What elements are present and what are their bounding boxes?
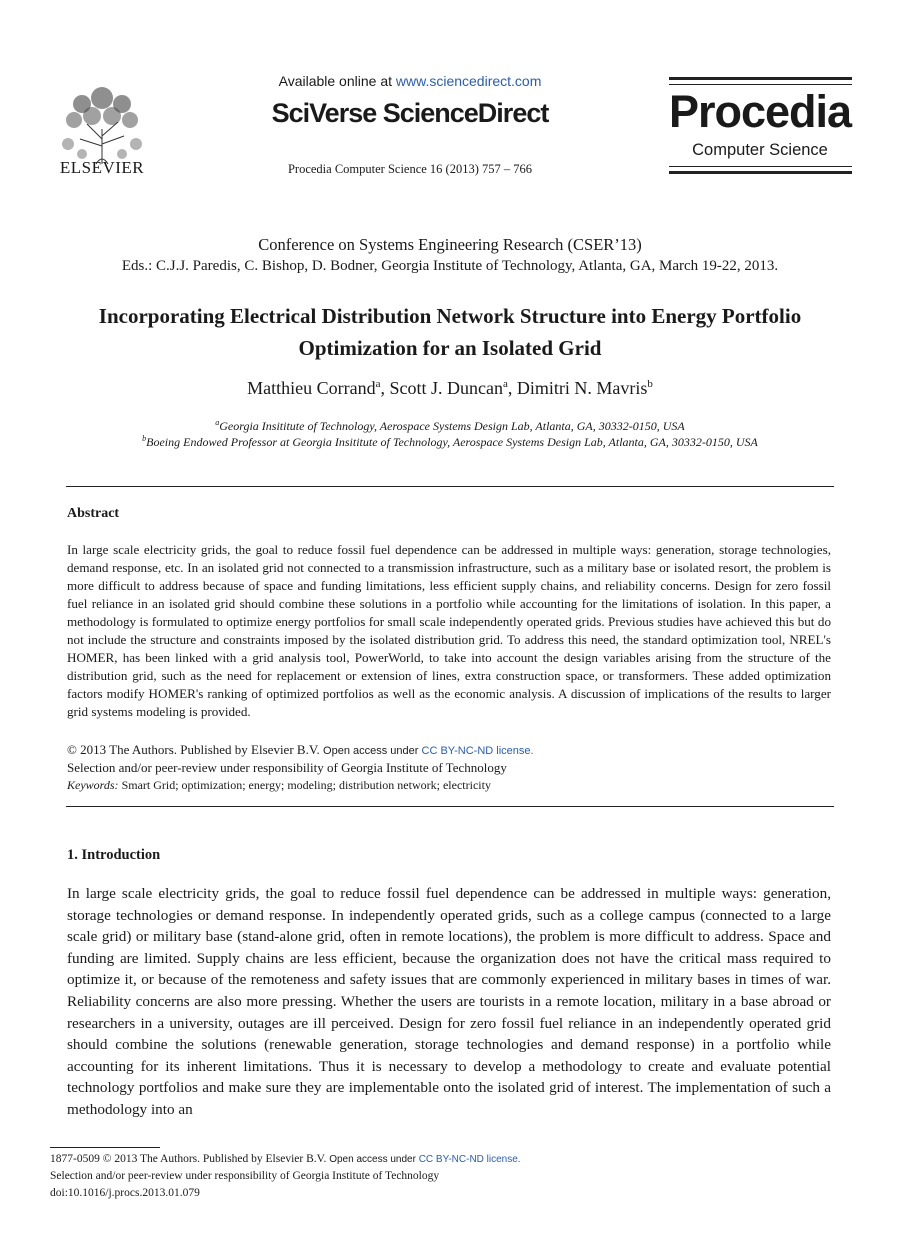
affiliation-a bbox=[0, 418, 900, 434]
elsevier-wordmark: ELSEVIER bbox=[59, 158, 145, 177]
procedia-logo-rule bbox=[669, 84, 852, 85]
introduction-body: In large scale electricity grids, the goal to reduce fossil fuel dependence can be addressed in multiple ways: generation, storage technologies or demand response. In independently operated grids, such as a college campus (connected to a large scale grid) or military base (stand-alone grid, often in remote locations), the problem is more difficult to address. Space and funding are limited. Supply chains are less efficient, because the organization does not have the critical mass required to optimize it, or because of the remoteness and safety issues that are commonly experienced in military bases in times of war. Reliability concerns are also more pressing. Whether the users are tourists in a remote location, military in a base abroad or researchers in a university, outages are ill perceived. Design for zero fossil fuel reliance in an independently operated grid should combine the solutions (renewable generation, storage technologies and demand response) in a portfolio while accounting for its inherent limitations. Thus it is necessary to develop a methodology to create and evaluate potential technology portfolios and make sure they are implementable onto the isolated grid of interest. The implementation of such a methodology into an bbox=[67, 885, 831, 1118]
author-name: Scott J. Duncan bbox=[389, 378, 503, 398]
license-link[interactable]: CC BY-NC-ND license. bbox=[421, 745, 534, 757]
abstract-body: In large scale electricity grids, the goal to reduce fossil fuel dependence can be addressed in multiple ways: generation, storage technologies, demand response, etc. In an isolated grid not connected to a transmission infrastructure, such as a military base or isolated resort, the problem is more difficult to address because of space and funding limitations, less efficient supply chains, and reliability concerns. Design for zero fossil fuel reliance in an isolated grid should combine these solutions in a portfolio while accounting for the limitations of isolation. In this paper, a methodology is formulated to optimize energy portfolios for small scale independently operated grids. Previous studies have achieved this but do not include the structure and constraints imposed by the isolated distribution grid. To address this need, the standard optimization tool, NREL's HOMER, has been linked with a grid analysis tool, PowerWorld, to take into account the design variables arising from the structure of the distribution grid, such as the need for replacement or extension of lines, extra construction space, or transformers. These added optimization factors modify HOMER's ranking of optimized portfolios as well as the economic analysis. A discussion of implications of the results to larger grid systems modeling is provided. bbox=[67, 542, 831, 719]
author-name: Matthieu Corrand bbox=[247, 378, 376, 398]
footer-peer-review: Selection and/or peer-review under responsibility of Georgia Institute of Technology bbox=[50, 1170, 440, 1182]
available-online-line bbox=[250, 73, 570, 89]
footer-doi[interactable]: doi:10.1016/j.procs.2013.01.079 bbox=[50, 1187, 200, 1199]
procedia-logo-rule bbox=[669, 171, 852, 174]
available-online-prefix: Available online at bbox=[278, 73, 396, 89]
platform-name: SciVerse ScienceDirect bbox=[271, 98, 549, 128]
open-access-text: Open access under bbox=[323, 745, 422, 757]
procedia-logo-rule bbox=[669, 166, 852, 167]
keywords-line bbox=[67, 778, 831, 793]
conference-editors: Eds.: C.J.J. Paredis, C. Bishop, D. Bodner, Georgia Institute of Technology, Atlanta, GA, March 19-22, 2013. bbox=[121, 258, 779, 274]
procedia-logo-rule bbox=[669, 77, 852, 80]
paper-title: Incorporating Electrical Distribution Network Structure into Energy Portfolio Optimization for an Isolated Grid bbox=[98, 304, 802, 360]
author-affiliation-mark: a bbox=[502, 378, 508, 390]
author-affiliation-mark: a bbox=[375, 378, 381, 390]
section-divider bbox=[66, 486, 834, 487]
footer-issn-copyright: 1877-0509 © 2013 The Authors. Published by Elsevier B.V. bbox=[50, 1153, 327, 1165]
abstract-heading: Abstract bbox=[67, 506, 120, 521]
footer-copyright bbox=[50, 1153, 850, 1165]
affiliation-mark: b bbox=[142, 434, 147, 443]
procedia-logo-subtitle: Computer Science bbox=[692, 141, 828, 159]
author-affiliation-mark: b bbox=[647, 378, 653, 390]
conference-name: Conference on Systems Engineering Research (CSER’13) bbox=[258, 235, 642, 254]
affiliation-b bbox=[0, 434, 900, 450]
footnote-divider bbox=[50, 1147, 160, 1148]
author-name: Dimitri N. Mavris bbox=[516, 378, 648, 398]
affiliation-mark: a bbox=[215, 418, 220, 427]
keywords-list: Smart Grid; optimization; energy; modeling; distribution network; electricity bbox=[121, 778, 491, 792]
procedia-logo-title: Procedia bbox=[668, 86, 852, 137]
footer-license-link[interactable]: CC BY-NC-ND license. bbox=[418, 1154, 521, 1165]
affiliation-text: Boeing Endowed Professor at Georgia Insititute of Technology, Aerospace Systems Design Lab, Atlanta, GA, 30332-0150, USA bbox=[146, 435, 758, 449]
footer-open-access: Open access under bbox=[329, 1154, 419, 1165]
author-list: Matthieu Corrand$^a$, Scott J. Duncan$^a$, Dimitri N. Mavris$^b$ bbox=[247, 378, 653, 398]
journal-citation: Procedia Computer Science 16 (2013) 757 – 766 bbox=[287, 162, 533, 176]
sciencedirect-url-link[interactable]: www.sciencedirect.com bbox=[395, 73, 542, 89]
peer-review-statement: Selection and/or peer-review under responsibility of Georgia Institute of Technology bbox=[67, 760, 507, 775]
copyright-text: © 2013 The Authors. Published by Elsevier B.V. bbox=[67, 742, 320, 757]
affiliation-text: Georgia Insititute of Technology, Aerospace Systems Design Lab, Atlanta, GA, 30332-0150, USA bbox=[219, 419, 685, 433]
abstract-copyright bbox=[67, 742, 831, 758]
section-divider bbox=[66, 806, 834, 807]
keywords-label: Keywords: bbox=[67, 778, 119, 792]
introduction-heading: 1. Introduction bbox=[67, 847, 161, 863]
